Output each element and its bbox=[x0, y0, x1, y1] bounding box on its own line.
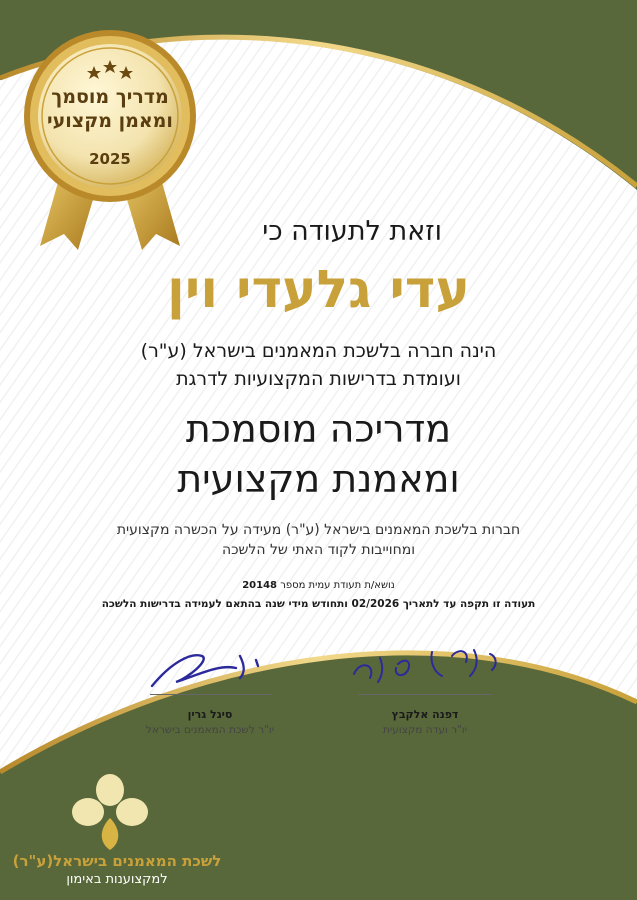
signer-right-name: דפנה אלקבץ bbox=[391, 708, 459, 721]
validity-statement: תעודה זו תקפה עד לתאריך 02/2026 ותחודש מידי שנה בהתאם לעמידה בדרישות הלשכה bbox=[101, 598, 536, 610]
signature-left-icon bbox=[140, 634, 280, 694]
recipient-name: עדי גלעדי וין bbox=[167, 260, 470, 320]
four-petal-clover-icon bbox=[70, 772, 150, 852]
license-line bbox=[40, 580, 597, 591]
membership-note-line2: ומחוייבות לקוד האתי של הלשכה bbox=[221, 542, 416, 558]
seal-year: 2025 bbox=[89, 150, 131, 168]
seal-line2: ומאמן מקצועי bbox=[47, 110, 173, 132]
license-label: נושא/ת תעודת עמית מספר bbox=[280, 580, 395, 591]
signature-right-icon bbox=[340, 632, 510, 692]
license-number: 20148 bbox=[242, 580, 277, 591]
membership-line2: ועומדת בדרישות המקצועיות לדרגת bbox=[176, 368, 461, 390]
signer-left-name: סיגל גרין bbox=[187, 708, 233, 721]
signature-line-left bbox=[150, 694, 272, 695]
org-tagline: למקצוענות באימון bbox=[66, 872, 168, 887]
certificate-intro: וזאת לתעודה כי bbox=[262, 216, 442, 247]
rank-line1: מדריכה מוסמכת bbox=[185, 407, 452, 451]
membership-line1: הינה חברה בלשכת המאמנים בישראל (ע"ר) bbox=[140, 340, 497, 362]
signature-line-right bbox=[358, 694, 492, 695]
membership-note-line1: חברות בלשכת המאמנים בישראל (ע"ר) מעידה על הכשרה מקצועית bbox=[116, 522, 521, 538]
signer-right-title: יו"ר ועדה מקצועית bbox=[382, 724, 468, 736]
gold-seal-icon bbox=[22, 28, 198, 252]
rank-line2: ומאמנת מקצועית bbox=[177, 457, 460, 501]
signer-left-title: יו"ר לשכת המאמנים בישראל bbox=[145, 724, 275, 736]
org-name: לשכת המאמנים בישראל(ע"ר) bbox=[12, 852, 222, 870]
seal-line1: מדריך מוסמך bbox=[51, 86, 169, 108]
